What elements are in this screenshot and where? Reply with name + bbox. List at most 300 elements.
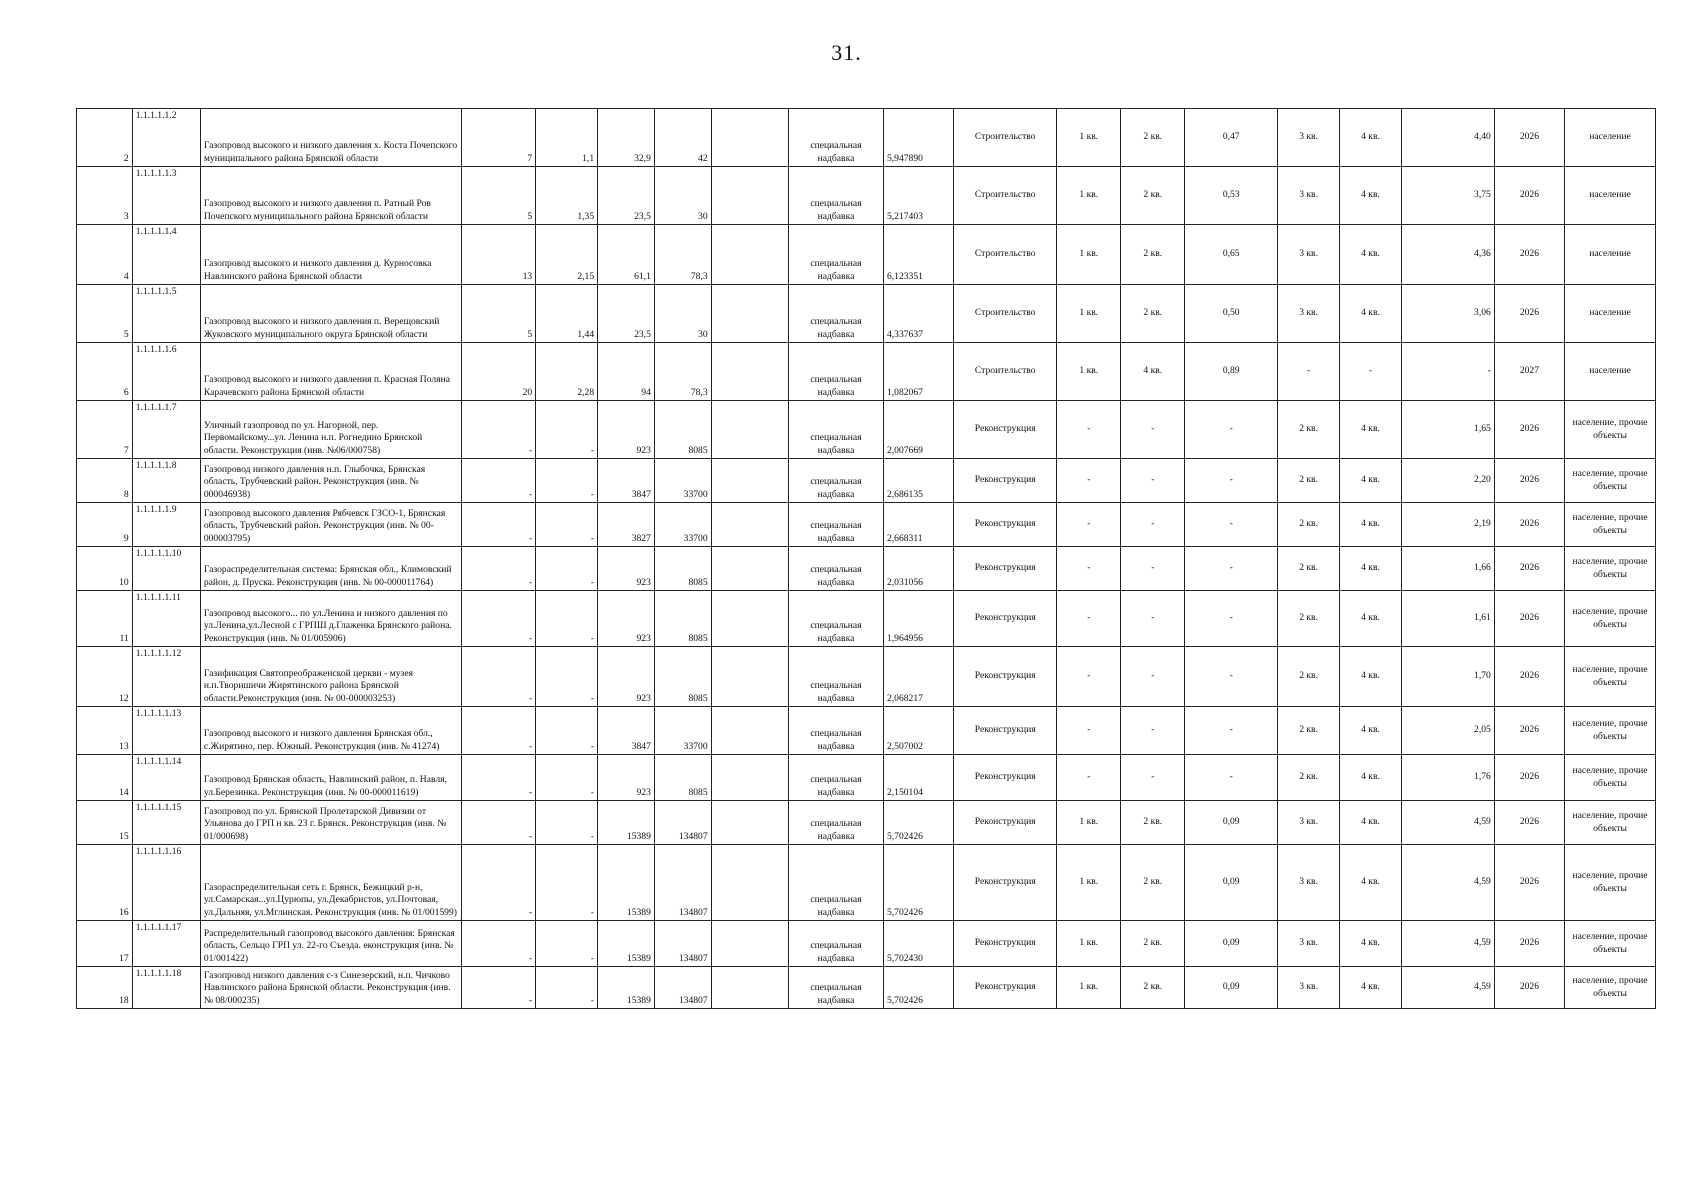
row-code: 1.1.1.1.1.3 bbox=[132, 167, 200, 225]
value-col-2: - bbox=[536, 503, 598, 547]
object-name: Газораспределительная сеть г. Брянск, Бежицкий р-н, ул.Самарская...ул.Цурюпы, ул.Декабристов, ул.Почтовая, ул.Дальняя, ул.Мглинская. Реконструкция (инв. № 01/001599) bbox=[200, 845, 461, 921]
value-col-1: - bbox=[461, 647, 535, 707]
stage-1-value: 0,89 bbox=[1185, 343, 1278, 401]
work-type: Реконструкция bbox=[954, 801, 1057, 845]
work-type: Реконструкция bbox=[954, 591, 1057, 647]
end-quarter-1: 2 кв. bbox=[1278, 707, 1340, 755]
end-quarter-2: 4 кв. bbox=[1340, 801, 1402, 845]
work-type: Реконструкция bbox=[954, 547, 1057, 591]
end-quarter-1: 2 кв. bbox=[1278, 755, 1340, 801]
stage-1-value: - bbox=[1185, 707, 1278, 755]
value-col-1: - bbox=[461, 401, 535, 459]
value-col-2: - bbox=[536, 647, 598, 707]
value-col-1: - bbox=[461, 967, 535, 1009]
row-code: 1.1.1.1.1.15 bbox=[132, 801, 200, 845]
value-col-2: 1,35 bbox=[536, 167, 598, 225]
row-code: 1.1.1.1.1.17 bbox=[132, 921, 200, 967]
end-quarter-1: 3 кв. bbox=[1278, 967, 1340, 1009]
funding-amount: 5,217403 bbox=[883, 167, 953, 225]
consumers: население bbox=[1565, 109, 1656, 167]
table-row bbox=[77, 647, 1656, 707]
object-name: Газопровод высокого и низкого давления х. Коста Почепского муниципального района Брянской области bbox=[200, 109, 461, 167]
stage-1-value: 0,09 bbox=[1185, 967, 1278, 1009]
value-col-4: 30 bbox=[654, 285, 711, 343]
funding-source: специальная надбавка bbox=[789, 109, 884, 167]
funding-source: специальная надбавка bbox=[789, 547, 884, 591]
value-col-1: - bbox=[461, 459, 535, 503]
value-col-1: 5 bbox=[461, 285, 535, 343]
consumers: население, прочие объекты bbox=[1565, 801, 1656, 845]
empty-cell bbox=[711, 967, 788, 1009]
object-name: Распределительный газопровод высокого давления: Брянская область, Сельцо ГРП ул. 22-го Съезда. еконструкция (инв. № 01/001422) bbox=[200, 921, 461, 967]
table-row bbox=[77, 459, 1656, 503]
object-name: Газопровод высокого и низкого давления д. Курносовка Навлинского района Брянской области bbox=[200, 225, 461, 285]
end-quarter-1: 2 кв. bbox=[1278, 547, 1340, 591]
funding-source: специальная надбавка bbox=[789, 459, 884, 503]
row-code: 1.1.1.1.1.8 bbox=[132, 459, 200, 503]
row-code: 1.1.1.1.1.4 bbox=[132, 225, 200, 285]
table-row bbox=[77, 225, 1656, 285]
value-col-2: - bbox=[536, 845, 598, 921]
start-quarter-1: - bbox=[1057, 647, 1121, 707]
start-quarter-1: 1 кв. bbox=[1057, 343, 1121, 401]
value-col-1: - bbox=[461, 547, 535, 591]
object-name: Газопровод высокого и низкого давления п. Красная Поляна Карачевского района Брянской области bbox=[200, 343, 461, 401]
consumers: население, прочие объекты bbox=[1565, 845, 1656, 921]
value-col-3: 923 bbox=[598, 591, 655, 647]
end-quarter-1: 3 кв. bbox=[1278, 167, 1340, 225]
work-type: Строительство bbox=[954, 109, 1057, 167]
value-col-2: - bbox=[536, 967, 598, 1009]
completion-year: 2026 bbox=[1494, 921, 1564, 967]
funding-source: специальная надбавка bbox=[789, 591, 884, 647]
stage-1-value: - bbox=[1185, 755, 1278, 801]
work-type: Строительство bbox=[954, 167, 1057, 225]
funding-amount: 2,007669 bbox=[883, 401, 953, 459]
funding-source: специальная надбавка bbox=[789, 401, 884, 459]
funding-amount: 1,964956 bbox=[883, 591, 953, 647]
value-col-2: - bbox=[536, 547, 598, 591]
value-col-4: 134807 bbox=[654, 845, 711, 921]
row-number: 2 bbox=[77, 109, 133, 167]
empty-cell bbox=[711, 591, 788, 647]
row-number: 10 bbox=[77, 547, 133, 591]
stage-1-value: - bbox=[1185, 503, 1278, 547]
registry-table bbox=[76, 108, 1656, 1009]
completion-year: 2026 bbox=[1494, 967, 1564, 1009]
stage-2-value: 4,59 bbox=[1401, 967, 1494, 1009]
end-quarter-2: 4 кв. bbox=[1340, 109, 1402, 167]
value-col-1: - bbox=[461, 921, 535, 967]
row-number: 7 bbox=[77, 401, 133, 459]
row-code: 1.1.1.1.1.11 bbox=[132, 591, 200, 647]
end-quarter-2: - bbox=[1340, 343, 1402, 401]
value-col-3: 15389 bbox=[598, 801, 655, 845]
stage-2-value: 4,59 bbox=[1401, 845, 1494, 921]
work-type: Реконструкция bbox=[954, 503, 1057, 547]
stage-1-value: - bbox=[1185, 401, 1278, 459]
funding-source: специальная надбавка bbox=[789, 225, 884, 285]
work-type: Реконструкция bbox=[954, 459, 1057, 503]
empty-cell bbox=[711, 707, 788, 755]
value-col-3: 32,9 bbox=[598, 109, 655, 167]
row-code: 1.1.1.1.1.10 bbox=[132, 547, 200, 591]
stage-1-value: 0,09 bbox=[1185, 801, 1278, 845]
work-type: Строительство bbox=[954, 285, 1057, 343]
stage-1-value: 0,09 bbox=[1185, 845, 1278, 921]
value-col-2: 1,44 bbox=[536, 285, 598, 343]
empty-cell bbox=[711, 109, 788, 167]
completion-year: 2026 bbox=[1494, 647, 1564, 707]
stage-2-value: 1,66 bbox=[1401, 547, 1494, 591]
value-col-1: - bbox=[461, 755, 535, 801]
empty-cell bbox=[711, 459, 788, 503]
start-quarter-2: 2 кв. bbox=[1121, 109, 1185, 167]
funding-source: специальная надбавка bbox=[789, 503, 884, 547]
funding-amount: 5,702426 bbox=[883, 967, 953, 1009]
empty-cell bbox=[711, 921, 788, 967]
row-number: 5 bbox=[77, 285, 133, 343]
funding-amount: 5,702430 bbox=[883, 921, 953, 967]
consumers: население, прочие объекты bbox=[1565, 647, 1656, 707]
row-code: 1.1.1.1.1.9 bbox=[132, 503, 200, 547]
start-quarter-1: - bbox=[1057, 503, 1121, 547]
empty-cell bbox=[711, 285, 788, 343]
start-quarter-1: - bbox=[1057, 707, 1121, 755]
consumers: население bbox=[1565, 225, 1656, 285]
start-quarter-2: - bbox=[1121, 503, 1185, 547]
row-number: 16 bbox=[77, 845, 133, 921]
stage-1-value: - bbox=[1185, 647, 1278, 707]
stage-2-value: - bbox=[1401, 343, 1494, 401]
consumers: население, прочие объекты bbox=[1565, 967, 1656, 1009]
value-col-2: 1,1 bbox=[536, 109, 598, 167]
object-name: Газопровод низкого давления с-з Синезерский, н.п. Чичково Навлинского района Брянской области. Реконструкция (инв. № 08/000235) bbox=[200, 967, 461, 1009]
end-quarter-1: 2 кв. bbox=[1278, 459, 1340, 503]
value-col-3: 3847 bbox=[598, 459, 655, 503]
table-body bbox=[77, 109, 1656, 1009]
consumers: население, прочие объекты bbox=[1565, 547, 1656, 591]
end-quarter-1: - bbox=[1278, 343, 1340, 401]
start-quarter-2: - bbox=[1121, 401, 1185, 459]
funding-source: специальная надбавка bbox=[789, 801, 884, 845]
value-col-1: 7 bbox=[461, 109, 535, 167]
end-quarter-1: 3 кв. bbox=[1278, 845, 1340, 921]
value-col-3: 923 bbox=[598, 401, 655, 459]
completion-year: 2026 bbox=[1494, 591, 1564, 647]
value-col-1: - bbox=[461, 707, 535, 755]
consumers: население, прочие объекты bbox=[1565, 401, 1656, 459]
stage-2-value: 4,40 bbox=[1401, 109, 1494, 167]
value-col-4: 8085 bbox=[654, 755, 711, 801]
stage-1-value: 0,53 bbox=[1185, 167, 1278, 225]
row-code: 1.1.1.1.1.14 bbox=[132, 755, 200, 801]
consumers: население, прочие объекты bbox=[1565, 459, 1656, 503]
object-name: Газопровод по ул. Брянской Пролетарской Дивизии от Ульянова до ГРП н кв. 23 г. Брянск. Реконструкция (инв. № 01/000698) bbox=[200, 801, 461, 845]
start-quarter-1: 1 кв. bbox=[1057, 801, 1121, 845]
value-col-3: 23,5 bbox=[598, 285, 655, 343]
end-quarter-2: 4 кв. bbox=[1340, 547, 1402, 591]
end-quarter-1: 2 кв. bbox=[1278, 647, 1340, 707]
funding-amount: 2,668311 bbox=[883, 503, 953, 547]
funding-amount: 5,947890 bbox=[883, 109, 953, 167]
table-row bbox=[77, 845, 1656, 921]
funding-source: специальная надбавка bbox=[789, 921, 884, 967]
row-code: 1.1.1.1.1.5 bbox=[132, 285, 200, 343]
table-row bbox=[77, 503, 1656, 547]
value-col-4: 78,3 bbox=[654, 343, 711, 401]
completion-year: 2026 bbox=[1494, 503, 1564, 547]
funding-amount: 2,150104 bbox=[883, 755, 953, 801]
end-quarter-1: 2 кв. bbox=[1278, 591, 1340, 647]
page-number: 31. bbox=[831, 40, 862, 65]
row-code: 1.1.1.1.1.16 bbox=[132, 845, 200, 921]
completion-year: 2026 bbox=[1494, 225, 1564, 285]
work-type: Реконструкция bbox=[954, 967, 1057, 1009]
object-name: Газопровод высокого... по ул.Ленина и низкого давления по ул.Ленина,ул.Лесной с ГРПШ д.Глаженка Брянского района. Реконструкция (инв. № 01/005906) bbox=[200, 591, 461, 647]
completion-year: 2026 bbox=[1494, 707, 1564, 755]
start-quarter-1: 1 кв. bbox=[1057, 921, 1121, 967]
start-quarter-2: - bbox=[1121, 459, 1185, 503]
value-col-3: 923 bbox=[598, 547, 655, 591]
completion-year: 2026 bbox=[1494, 801, 1564, 845]
start-quarter-2: - bbox=[1121, 755, 1185, 801]
end-quarter-2: 4 кв. bbox=[1340, 225, 1402, 285]
value-col-2: - bbox=[536, 401, 598, 459]
value-col-3: 3827 bbox=[598, 503, 655, 547]
completion-year: 2026 bbox=[1494, 755, 1564, 801]
funding-source: специальная надбавка bbox=[789, 845, 884, 921]
stage-2-value: 2,19 bbox=[1401, 503, 1494, 547]
value-col-3: 15389 bbox=[598, 921, 655, 967]
stage-2-value: 1,70 bbox=[1401, 647, 1494, 707]
value-col-4: 30 bbox=[654, 167, 711, 225]
funding-source: специальная надбавка bbox=[789, 167, 884, 225]
end-quarter-2: 4 кв. bbox=[1340, 591, 1402, 647]
object-name: Газораспределительная система: Брянская обл., Климовский район, д. Пруска. Реконструкция (инв. № 00-000011764) bbox=[200, 547, 461, 591]
empty-cell bbox=[711, 225, 788, 285]
work-type: Реконструкция bbox=[954, 845, 1057, 921]
end-quarter-2: 4 кв. bbox=[1340, 167, 1402, 225]
completion-year: 2026 bbox=[1494, 285, 1564, 343]
table-row bbox=[77, 401, 1656, 459]
start-quarter-1: 1 кв. bbox=[1057, 845, 1121, 921]
start-quarter-1: 1 кв. bbox=[1057, 967, 1121, 1009]
completion-year: 2026 bbox=[1494, 167, 1564, 225]
consumers: население bbox=[1565, 285, 1656, 343]
value-col-1: - bbox=[461, 801, 535, 845]
table-row bbox=[77, 921, 1656, 967]
funding-source: специальная надбавка bbox=[789, 343, 884, 401]
empty-cell bbox=[711, 801, 788, 845]
row-number: 17 bbox=[77, 921, 133, 967]
consumers: население, прочие объекты bbox=[1565, 503, 1656, 547]
table-row bbox=[77, 167, 1656, 225]
value-col-1: - bbox=[461, 591, 535, 647]
value-col-2: - bbox=[536, 459, 598, 503]
value-col-3: 15389 bbox=[598, 845, 655, 921]
table-row bbox=[77, 109, 1656, 167]
empty-cell bbox=[711, 547, 788, 591]
stage-2-value: 1,65 bbox=[1401, 401, 1494, 459]
row-number: 6 bbox=[77, 343, 133, 401]
end-quarter-2: 4 кв. bbox=[1340, 845, 1402, 921]
stage-1-value: 0,09 bbox=[1185, 921, 1278, 967]
funding-amount: 1,082067 bbox=[883, 343, 953, 401]
row-number: 9 bbox=[77, 503, 133, 547]
start-quarter-2: - bbox=[1121, 591, 1185, 647]
consumers: население, прочие объекты bbox=[1565, 707, 1656, 755]
row-number: 13 bbox=[77, 707, 133, 755]
stage-1-value: - bbox=[1185, 547, 1278, 591]
value-col-4: 8085 bbox=[654, 647, 711, 707]
row-number: 3 bbox=[77, 167, 133, 225]
end-quarter-2: 4 кв. bbox=[1340, 647, 1402, 707]
value-col-4: 8085 bbox=[654, 591, 711, 647]
value-col-4: 42 bbox=[654, 109, 711, 167]
value-col-1: 13 bbox=[461, 225, 535, 285]
stage-2-value: 4,59 bbox=[1401, 921, 1494, 967]
value-col-1: 5 bbox=[461, 167, 535, 225]
row-number: 4 bbox=[77, 225, 133, 285]
stage-2-value: 4,36 bbox=[1401, 225, 1494, 285]
row-number: 8 bbox=[77, 459, 133, 503]
table-row bbox=[77, 343, 1656, 401]
value-col-4: 33700 bbox=[654, 459, 711, 503]
end-quarter-1: 3 кв. bbox=[1278, 801, 1340, 845]
stage-1-value: 0,47 bbox=[1185, 109, 1278, 167]
row-code: 1.1.1.1.1.13 bbox=[132, 707, 200, 755]
stage-1-value: 0,50 bbox=[1185, 285, 1278, 343]
funding-amount: 2,686135 bbox=[883, 459, 953, 503]
completion-year: 2027 bbox=[1494, 343, 1564, 401]
end-quarter-2: 4 кв. bbox=[1340, 459, 1402, 503]
funding-amount: 4,337637 bbox=[883, 285, 953, 343]
value-col-3: 923 bbox=[598, 755, 655, 801]
value-col-2: - bbox=[536, 591, 598, 647]
table-row bbox=[77, 707, 1656, 755]
completion-year: 2026 bbox=[1494, 547, 1564, 591]
row-code: 1.1.1.1.1.7 bbox=[132, 401, 200, 459]
value-col-2: - bbox=[536, 755, 598, 801]
stage-1-value: - bbox=[1185, 459, 1278, 503]
start-quarter-2: 2 кв. bbox=[1121, 921, 1185, 967]
funding-amount: 5,702426 bbox=[883, 845, 953, 921]
value-col-4: 134807 bbox=[654, 801, 711, 845]
start-quarter-2: - bbox=[1121, 647, 1185, 707]
end-quarter-1: 2 кв. bbox=[1278, 401, 1340, 459]
work-type: Реконструкция bbox=[954, 921, 1057, 967]
funding-source: специальная надбавка bbox=[789, 285, 884, 343]
funding-amount: 2,031056 bbox=[883, 547, 953, 591]
funding-source: специальная надбавка bbox=[789, 755, 884, 801]
stage-1-value: 0,65 bbox=[1185, 225, 1278, 285]
funding-source: специальная надбавка bbox=[789, 707, 884, 755]
row-code: 1.1.1.1.1.12 bbox=[132, 647, 200, 707]
funding-amount: 6,123351 bbox=[883, 225, 953, 285]
end-quarter-1: 3 кв. bbox=[1278, 285, 1340, 343]
empty-cell bbox=[711, 401, 788, 459]
end-quarter-2: 4 кв. bbox=[1340, 503, 1402, 547]
start-quarter-2: 2 кв. bbox=[1121, 285, 1185, 343]
start-quarter-2: 2 кв. bbox=[1121, 845, 1185, 921]
work-type: Реконструкция bbox=[954, 647, 1057, 707]
empty-cell bbox=[711, 845, 788, 921]
stage-2-value: 2,20 bbox=[1401, 459, 1494, 503]
stage-1-value: - bbox=[1185, 591, 1278, 647]
start-quarter-2: 2 кв. bbox=[1121, 167, 1185, 225]
start-quarter-2: 2 кв. bbox=[1121, 225, 1185, 285]
value-col-3: 15389 bbox=[598, 967, 655, 1009]
value-col-1: 20 bbox=[461, 343, 535, 401]
stage-2-value: 1,61 bbox=[1401, 591, 1494, 647]
value-col-2: 2,28 bbox=[536, 343, 598, 401]
empty-cell bbox=[711, 167, 788, 225]
end-quarter-2: 4 кв. bbox=[1340, 285, 1402, 343]
stage-2-value: 2,05 bbox=[1401, 707, 1494, 755]
empty-cell bbox=[711, 503, 788, 547]
work-type: Строительство bbox=[954, 343, 1057, 401]
start-quarter-1: - bbox=[1057, 459, 1121, 503]
empty-cell bbox=[711, 755, 788, 801]
value-col-1: - bbox=[461, 845, 535, 921]
table-row bbox=[77, 755, 1656, 801]
object-name: Газопровод высокого и низкого давления п. Ратный Ров Почепского муниципального района Брянской области bbox=[200, 167, 461, 225]
work-type: Реконструкция bbox=[954, 755, 1057, 801]
end-quarter-1: 3 кв. bbox=[1278, 109, 1340, 167]
end-quarter-2: 4 кв. bbox=[1340, 707, 1402, 755]
start-quarter-1: - bbox=[1057, 547, 1121, 591]
start-quarter-1: - bbox=[1057, 591, 1121, 647]
start-quarter-1: 1 кв. bbox=[1057, 167, 1121, 225]
start-quarter-2: 2 кв. bbox=[1121, 801, 1185, 845]
row-number: 11 bbox=[77, 591, 133, 647]
value-col-4: 134807 bbox=[654, 967, 711, 1009]
value-col-4: 33700 bbox=[654, 503, 711, 547]
work-type: Строительство bbox=[954, 225, 1057, 285]
start-quarter-1: 1 кв. bbox=[1057, 285, 1121, 343]
work-type: Реконструкция bbox=[954, 707, 1057, 755]
empty-cell bbox=[711, 343, 788, 401]
empty-cell bbox=[711, 647, 788, 707]
end-quarter-2: 4 кв. bbox=[1340, 755, 1402, 801]
value-col-2: - bbox=[536, 921, 598, 967]
start-quarter-1: 1 кв. bbox=[1057, 225, 1121, 285]
consumers: население bbox=[1565, 343, 1656, 401]
end-quarter-2: 4 кв. bbox=[1340, 401, 1402, 459]
end-quarter-2: 4 кв. bbox=[1340, 921, 1402, 967]
value-col-3: 94 bbox=[598, 343, 655, 401]
table-row bbox=[77, 591, 1656, 647]
end-quarter-1: 3 кв. bbox=[1278, 225, 1340, 285]
consumers: население, прочие объекты bbox=[1565, 755, 1656, 801]
object-name: Газопровод Брянская область, Навлинский район, п. Навля, ул.Березинка. Реконструкция (инв. № 00-000011619) bbox=[200, 755, 461, 801]
completion-year: 2026 bbox=[1494, 459, 1564, 503]
consumers: население bbox=[1565, 167, 1656, 225]
value-col-3: 61,1 bbox=[598, 225, 655, 285]
value-col-1: - bbox=[461, 503, 535, 547]
value-col-2: - bbox=[536, 801, 598, 845]
start-quarter-2: - bbox=[1121, 547, 1185, 591]
object-name: Газопровод низкого давления н.п. Глыбочка, Брянская область, Трубчевский район. Реконструкция (инв. № 000046938) bbox=[200, 459, 461, 503]
value-col-3: 923 bbox=[598, 647, 655, 707]
funding-amount: 5,702426 bbox=[883, 801, 953, 845]
funding-amount: 2,068217 bbox=[883, 647, 953, 707]
value-col-4: 134807 bbox=[654, 921, 711, 967]
funding-source: специальная надбавка bbox=[789, 647, 884, 707]
object-name: Газопровод высокого и низкого давления Брянская обл., с.Жирятино, пер. Южный. Реконструкция (инв. № 41274) bbox=[200, 707, 461, 755]
table-row bbox=[77, 547, 1656, 591]
